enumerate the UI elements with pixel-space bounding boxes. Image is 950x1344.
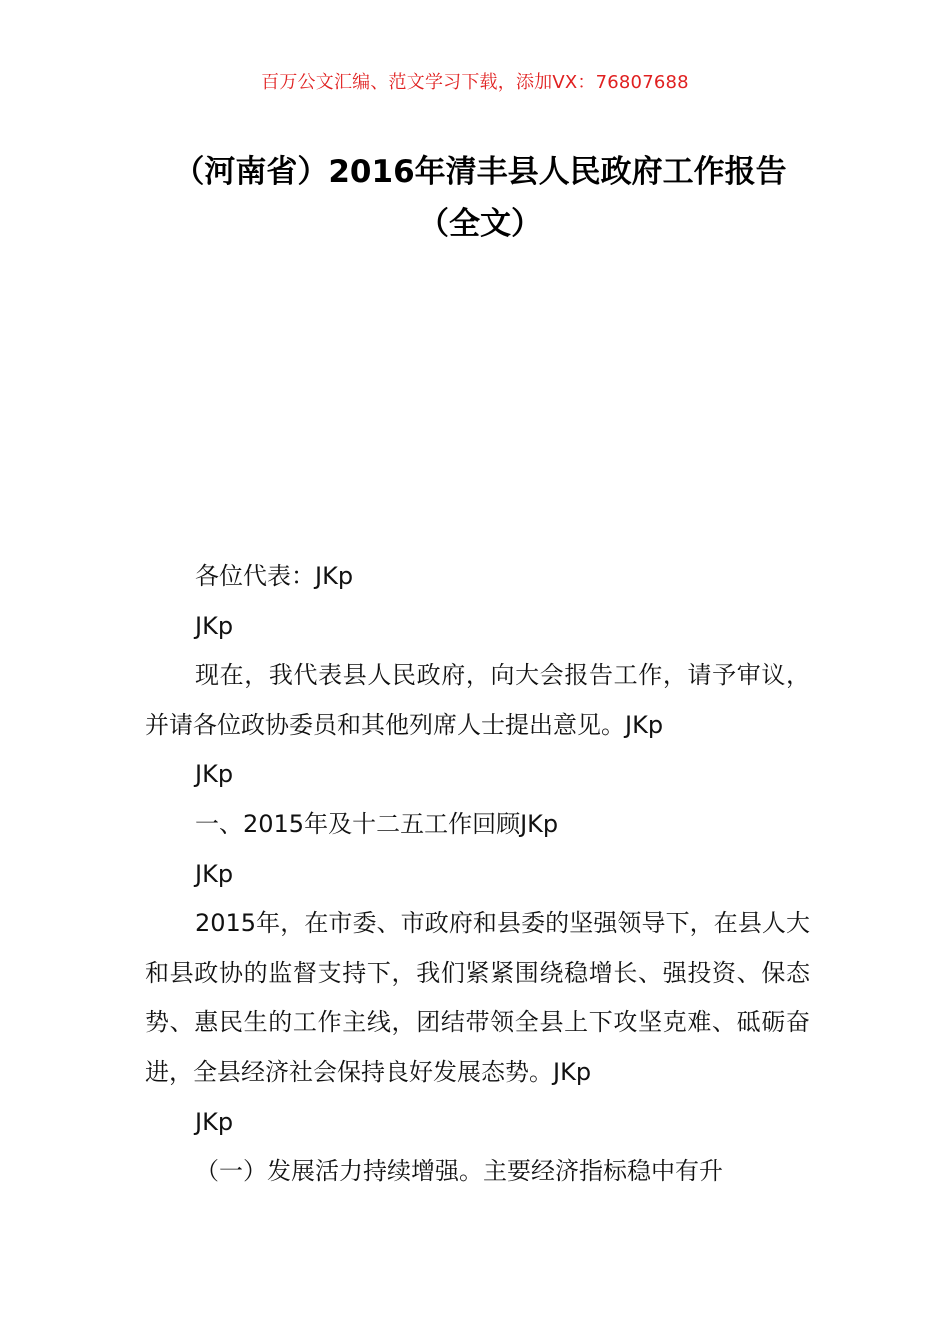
section-heading-review: 一、2015年及十二五工作回顾JKp xyxy=(195,809,559,838)
paragraph-marker: JKp xyxy=(195,1107,234,1136)
document-body xyxy=(145,552,810,1197)
paragraph-marker: JKp xyxy=(195,859,234,888)
paragraph-marker: JKp xyxy=(195,611,234,640)
paragraph-salutation: 各位代表：JKp xyxy=(195,562,354,590)
document-title: （河南省）2016年清丰县人民政府工作报告（全文） xyxy=(173,154,787,242)
paragraph-opening: 现在，我代表县人民政府，向大会报告工作，请予审议，并请各位政协委员和其他列席人士提出意见。JKp xyxy=(145,661,810,739)
header-promo-note: 百万公文汇编、范文学习下载，添加VX：76807688 xyxy=(261,72,689,93)
subsection-heading-vitality: （一）发展活力持续增强。主要经济指标稳中有升 xyxy=(195,1157,723,1186)
paragraph-summary-2015: 2015年，在市委、市政府和县委的坚强领导下，在县人大和县政协的监督支持下，我们紧紧围绕稳增长、强投资、保态势、惠民生的工作主线，团结带领全县上下攻坚克难、砥砺奋进，全县经济社会保持良好发展态势。JKp xyxy=(145,909,810,1086)
paragraph-marker: JKp xyxy=(195,760,234,789)
